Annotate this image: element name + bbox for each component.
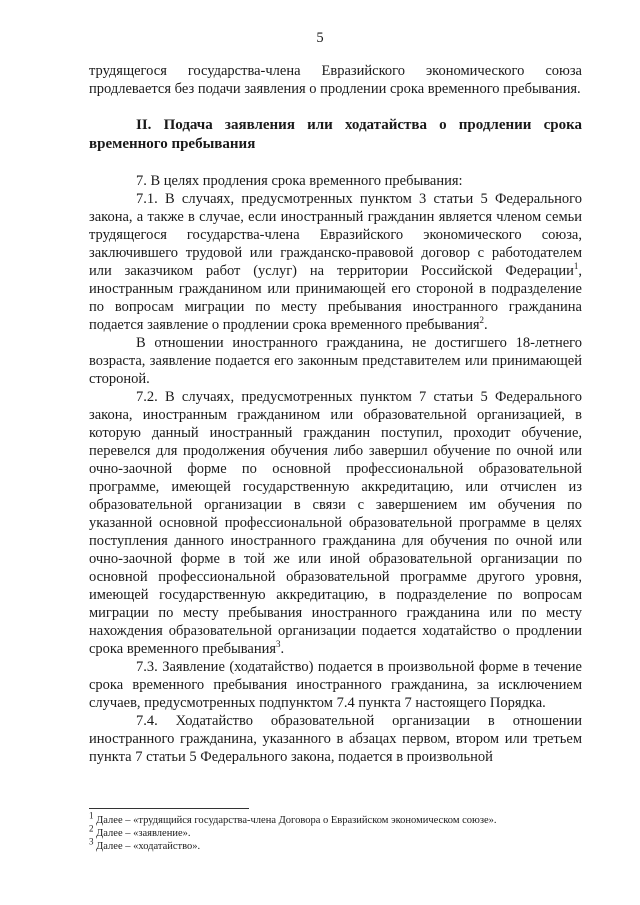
footnote-text: Далее – «заявление». xyxy=(96,828,191,839)
footnote-item xyxy=(89,823,582,840)
paragraph-7-3: 7.3. Заявление (ходатайство) подается в произвольной форме в течение срока временного пребывания иностранного гражданина, за исключением случаев, предусмотренных подпунктом 7.4 пункта 7 настоящего Порядка. xyxy=(89,659,582,711)
footnote-ref-3: 3 xyxy=(276,639,281,650)
footnote-text: Далее – «трудящийся государства-члена Договора о Евразийском экономическом союзе». xyxy=(96,815,497,826)
paragraph-7-4: 7.4. Ходатайство образовательной организации в отношении иностранного гражданина, указанного в абзацах первом, втором или третьем пункта 7 статьи 5 Федерального закона, подается в произвольной xyxy=(89,713,582,765)
footnote-item xyxy=(89,810,582,827)
footnote-divider xyxy=(89,808,249,809)
footnote-ref-1: 1 xyxy=(573,261,579,272)
paragraph-7-1-text-b: , иностранным гражданином или принимающей его стороной в подразделение по вопросам миграции по месту пребывания иностранного гражданина подается заявление о продлении срока временного пребывания xyxy=(89,263,582,333)
footnote-item xyxy=(89,836,582,853)
page-number: 5 xyxy=(316,30,324,46)
paragraph-7-1 xyxy=(89,190,582,334)
section-heading: II. Подача заявления или ходатайства о продлении срока временного пребывания xyxy=(89,117,582,152)
paragraph-7-2-text-a: 7.2. В случаях, предусмотренных пунктом 7 статьи 5 Федерального закона, иностранным гражданином или образовательной организацией, в которую данный иностранный гражданин поступил, проходит обучение, перевелся для продолжения обучения либо завершил обучение по очной или очно-заочной форме по основной профессиональной образовательной программе, имеющей государственную аккредитацию, или отчислен из образовательной организации в связи с завершением им обучения по указанной основной профессиональной образовательной программе в целях поступления данного иностранного гражданина для обучения по очной или очно-заочной форме в той же или иной образовательной организации по основной профессиональной образовательной программе другого уровня, имеющей государственную аккредитацию, в подразделение по вопросам миграции по месту пребывания иностранного гражданина или по месту нахождения образовательной организации подается ходатайство о продлении срока временного пребывания xyxy=(89,389,582,657)
paragraph-7-1-minor: В отношении иностранного гражданина, не достигшего 18-летнего возраста, заявление подается его законным представителем или принимающей стороной. xyxy=(89,335,582,387)
paragraph-7-2 xyxy=(89,388,582,658)
paragraph-7: 7. В целях продления срока временного пребывания: xyxy=(136,173,463,189)
footnote-mark: 1 xyxy=(89,810,94,821)
paragraph-7-1-text-a: 7.1. В случаях, предусмотренных пунктом 3 статьи 5 Федерального закона, а также в случае, если иностранный гражданин является членом семьи трудящегося государства-члена Евразийского экономического союза, заключившего трудовой или гражданско-правовой договор с работодателем или заказчиком работ (услуг) на территории Российской Федерации xyxy=(89,191,582,279)
paragraph-7-1-text-c: . xyxy=(484,317,488,333)
paragraph-continuation: трудящегося государства-члена Евразийского экономического союза продлевается без подачи заявления о продлении срока временного пребывания. xyxy=(89,63,582,97)
footnote-mark: 3 xyxy=(89,836,94,847)
footnotes xyxy=(89,810,582,853)
document-body xyxy=(89,62,582,766)
footnote-text: Далее – «ходатайство». xyxy=(96,841,201,852)
paragraph-7-2-text-b: . xyxy=(280,641,285,657)
footnote-ref-2: 2 xyxy=(479,315,485,326)
footnote-mark: 2 xyxy=(89,823,94,834)
